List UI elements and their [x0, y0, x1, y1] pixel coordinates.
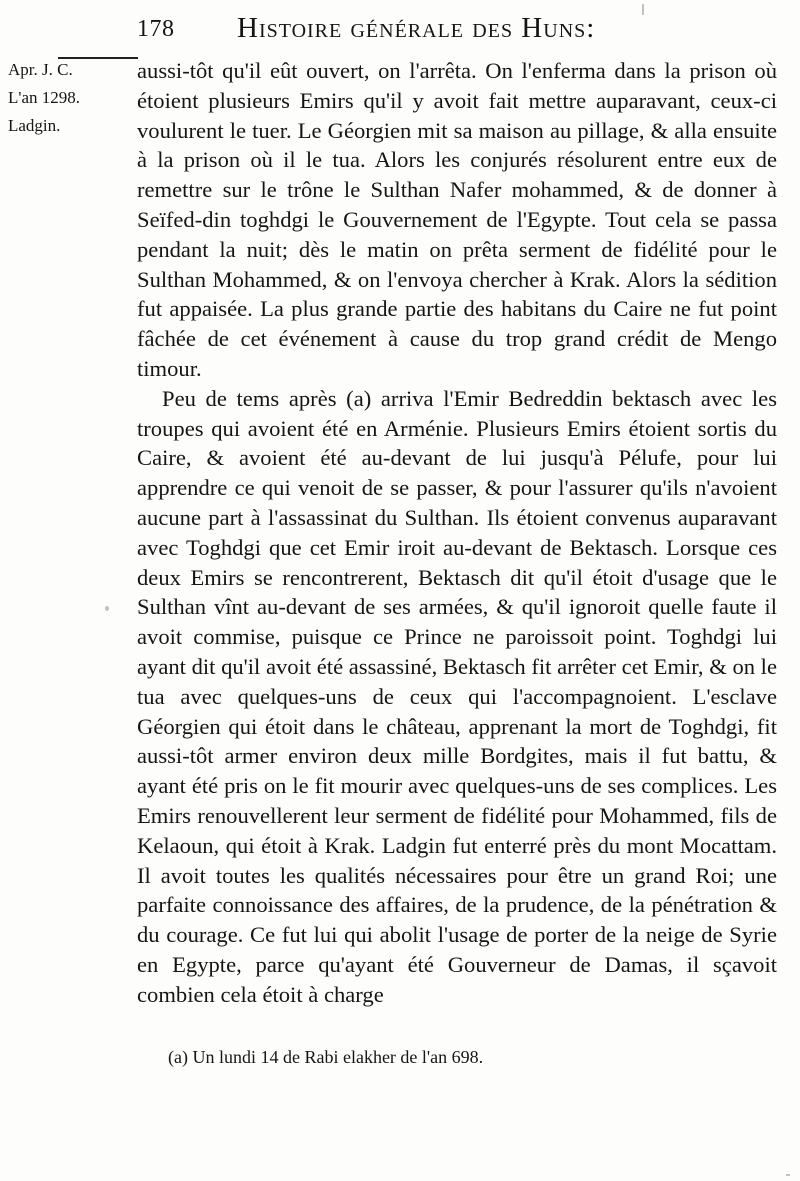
paper-speck	[786, 1174, 790, 1176]
paragraph-2: Peu de tems après (a) arriva l'Emir Bedreddin bektasch avec les troupes qui avoient été en Arménie. Plusieurs Emirs étoient sortis du Caire, & avoient été au-devant de lui jusqu'à Pélufe, pour lui apprendre ce qui venoit de se passer, & pour l'assurer qu'ils n'avoient aucune part à l'assassinat du Sulthan. Ils étoient convenus auparavant avec Toghdgi que cet Emir iroit au-devant de Bektasch. Lorsque ces deux Emirs se rencontrerent, Bektasch dit qu'il étoit d'usage que le Sulthan vînt au-devant de ses armées, & qu'il ignoroit quelle faute il avoit commise, puisque ce Prince ne paroissoit point. Toghdgi lui ayant dit qu'il avoit été assassiné, Bektasch fit arrêter cet Emir, & on le tua avec quelques-uns de ceux qui l'accompagnoient. L'esclave Géorgien qui étoit dans le château, apprenant la mort de Toghdgi, fit aussi-tôt armer environ deux mille Bordgites, mais il fut battu, & ayant été pris on le fit mourir avec quelques-uns de ses complices. Les Emirs renouvellerent leur serment de fidélité pour Mohammed, fils de Kelaoun, qui étoit à Krak. Ladgin fut enterré près du mont Mocattam. Il avoit toutes les qualités nécessaires pour être un grand Roi; une parfaite connoissance des affaires, de la prudence, de la pénétration & du courage. Ce fut lui qui abolit l'usage de porter de la neige de Syrie en Egypte, parce qu'ayant été Gouverneur de Damas, il sçavoit combien cela étoit à charge	[137, 385, 777, 1007]
footnote: (a) Un lundi 14 de Rabi elakher de l'an 698.	[168, 1047, 484, 1067]
running-head: Histoire générale des Huns:	[237, 12, 596, 44]
page-header	[137, 12, 772, 52]
margin-note-line-1: Apr. J. C.	[8, 60, 73, 79]
main-text	[137, 56, 777, 1010]
paper-speck	[642, 4, 644, 15]
paper-speck	[105, 606, 109, 611]
margin-note-line-2: L'an 1298.	[8, 88, 80, 107]
page-number: 178	[137, 16, 175, 42]
margin-note-line-3: Ladgin.	[8, 116, 61, 135]
paragraph-1: aussi-tôt qu'il eût ouvert, on l'arrêta. On l'enferma dans la prison où étoient plusieurs Emirs qu'il y avoit fait mettre auparavant, ceux-ci voulurent le tuer. Le Géorgien mit sa maison au pillage, & alla ensuite à la prison où il le tua. Alors les conjurés résolurent entre eux de remettre sur le trône le Sulthan Nafer mohammed, & de donner à Seïfed-din toghdgi le Gouvernement de l'Egypte. Tout cela se passa pendant la nuit; dès le matin on prêta serment de fidélité pour le Sulthan Mohammed, & on l'envoya chercher à Krak. Alors la sédition fut appaisée. La plus grande partie des habitans du Caire ne fut point fâchée de cet événement à cause du trop grand crédit de Mengo timour.	[137, 58, 777, 381]
margin-note	[8, 56, 126, 140]
